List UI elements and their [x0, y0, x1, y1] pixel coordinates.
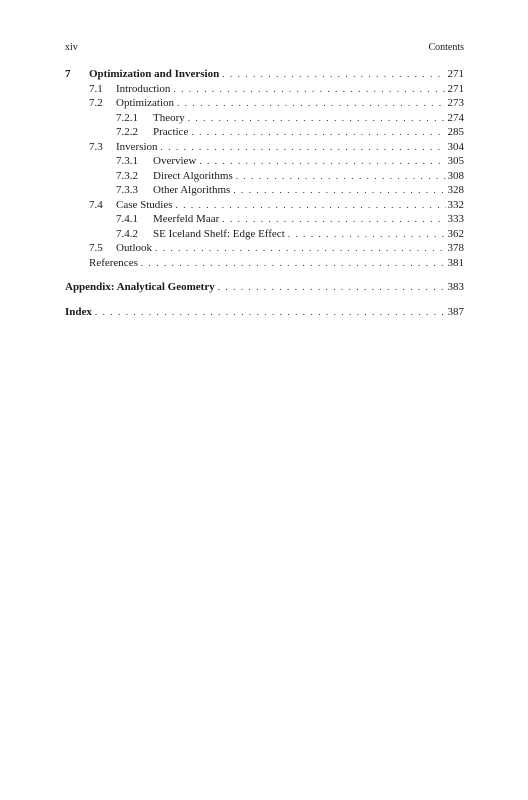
- toc-title: Outlook: [116, 242, 153, 254]
- toc-title: Appendix: Analytical Geometry: [65, 281, 215, 293]
- toc-title: Meerfeld Maar: [153, 213, 220, 225]
- toc-title: References: [89, 256, 138, 269]
- toc-page: 378: [447, 242, 464, 254]
- table-of-contents: [65, 67, 464, 319]
- toc-title: Index: [65, 305, 92, 318]
- toc-page: 274: [447, 111, 464, 124]
- toc-section-7-1[interactable]: [65, 82, 464, 97]
- toc-number: 7.2: [89, 97, 103, 109]
- toc-number: 7.4: [89, 198, 103, 211]
- page-number-label: xiv: [65, 42, 78, 53]
- toc-number: 7.4.2: [116, 227, 138, 240]
- toc-page: 271: [447, 82, 464, 95]
- toc-number: 7.3.2: [116, 169, 138, 182]
- toc-page: 333: [447, 213, 464, 225]
- toc-leader-dots: [233, 183, 445, 198]
- toc-title: Inversion: [116, 140, 158, 153]
- toc-number: 7: [65, 68, 71, 80]
- toc-page: 308: [447, 169, 464, 182]
- running-header: [65, 41, 464, 55]
- toc-leader-dots: [141, 256, 446, 271]
- toc-number: 7.2.1: [116, 111, 138, 124]
- toc-subsection-7-3-3[interactable]: [65, 183, 464, 198]
- toc-leader-dots: [177, 96, 445, 111]
- toc-subsection-7-4-2[interactable]: [65, 227, 464, 242]
- toc-leader-dots: [222, 67, 445, 82]
- toc-title: Theory: [153, 111, 185, 124]
- toc-title: SE Iceland Shelf: Edge Effect: [153, 227, 285, 240]
- toc-leader-dots: [95, 305, 446, 320]
- toc-number: 7.5: [89, 242, 103, 254]
- toc-page: 271: [447, 68, 464, 80]
- toc-leader-dots: [155, 241, 445, 256]
- toc-section-7-4[interactable]: [65, 198, 464, 213]
- toc-leader-dots: [222, 212, 445, 227]
- toc-subsection-7-2-1[interactable]: [65, 111, 464, 126]
- toc-leader-dots: [199, 154, 445, 169]
- toc-leader-dots: [288, 227, 446, 242]
- toc-page: 381: [447, 256, 464, 269]
- toc-subsection-7-3-2[interactable]: [65, 169, 464, 184]
- toc-number: 7.1: [89, 82, 103, 95]
- toc-references[interactable]: [65, 256, 464, 271]
- toc-title: Practice: [153, 126, 189, 138]
- toc-number: 7.3: [89, 140, 103, 153]
- toc-subsection-7-3-1[interactable]: [65, 154, 464, 169]
- toc-leader-dots: [161, 140, 446, 155]
- toc-leader-dots: [176, 198, 446, 213]
- toc-page: 383: [447, 281, 464, 293]
- toc-chapter-7[interactable]: [65, 67, 464, 82]
- toc-section-7-3[interactable]: [65, 140, 464, 155]
- toc-page: 328: [447, 184, 464, 196]
- toc-title: Optimization and Inversion: [89, 68, 220, 80]
- toc-page: 305: [447, 155, 464, 167]
- toc-section-7-5[interactable]: [65, 241, 464, 256]
- running-header-section: Contents: [428, 42, 464, 53]
- toc-subsection-7-4-1[interactable]: [65, 212, 464, 227]
- toc-page: 304: [447, 140, 464, 153]
- toc-title: Direct Algorithms: [153, 169, 233, 182]
- toc-number: 7.3.1: [116, 155, 138, 167]
- toc-title: Other Algorithms: [153, 184, 231, 196]
- toc-page: 285: [447, 126, 464, 138]
- toc-leader-dots: [173, 82, 445, 97]
- toc-leader-dots: [188, 111, 446, 126]
- toc-subsection-7-2-2[interactable]: [65, 125, 464, 140]
- toc-title: Overview: [153, 155, 197, 167]
- toc-leader-dots: [236, 169, 446, 184]
- toc-page: 387: [447, 305, 464, 318]
- toc-leader-dots: [218, 280, 446, 295]
- toc-number: 7.3.3: [116, 184, 138, 196]
- toc-title: Introduction: [116, 82, 171, 95]
- toc-appendix[interactable]: [65, 280, 464, 295]
- toc-index[interactable]: [65, 305, 464, 320]
- toc-title: Optimization: [116, 97, 175, 109]
- toc-page: 332: [447, 198, 464, 211]
- toc-title: Case Studies: [116, 198, 173, 211]
- toc-page: 273: [447, 97, 464, 109]
- toc-page: 362: [447, 227, 464, 240]
- toc-number: 7.4.1: [116, 213, 138, 225]
- toc-leader-dots: [191, 125, 445, 140]
- toc-section-7-2[interactable]: [65, 96, 464, 111]
- toc-number: 7.2.2: [116, 126, 138, 138]
